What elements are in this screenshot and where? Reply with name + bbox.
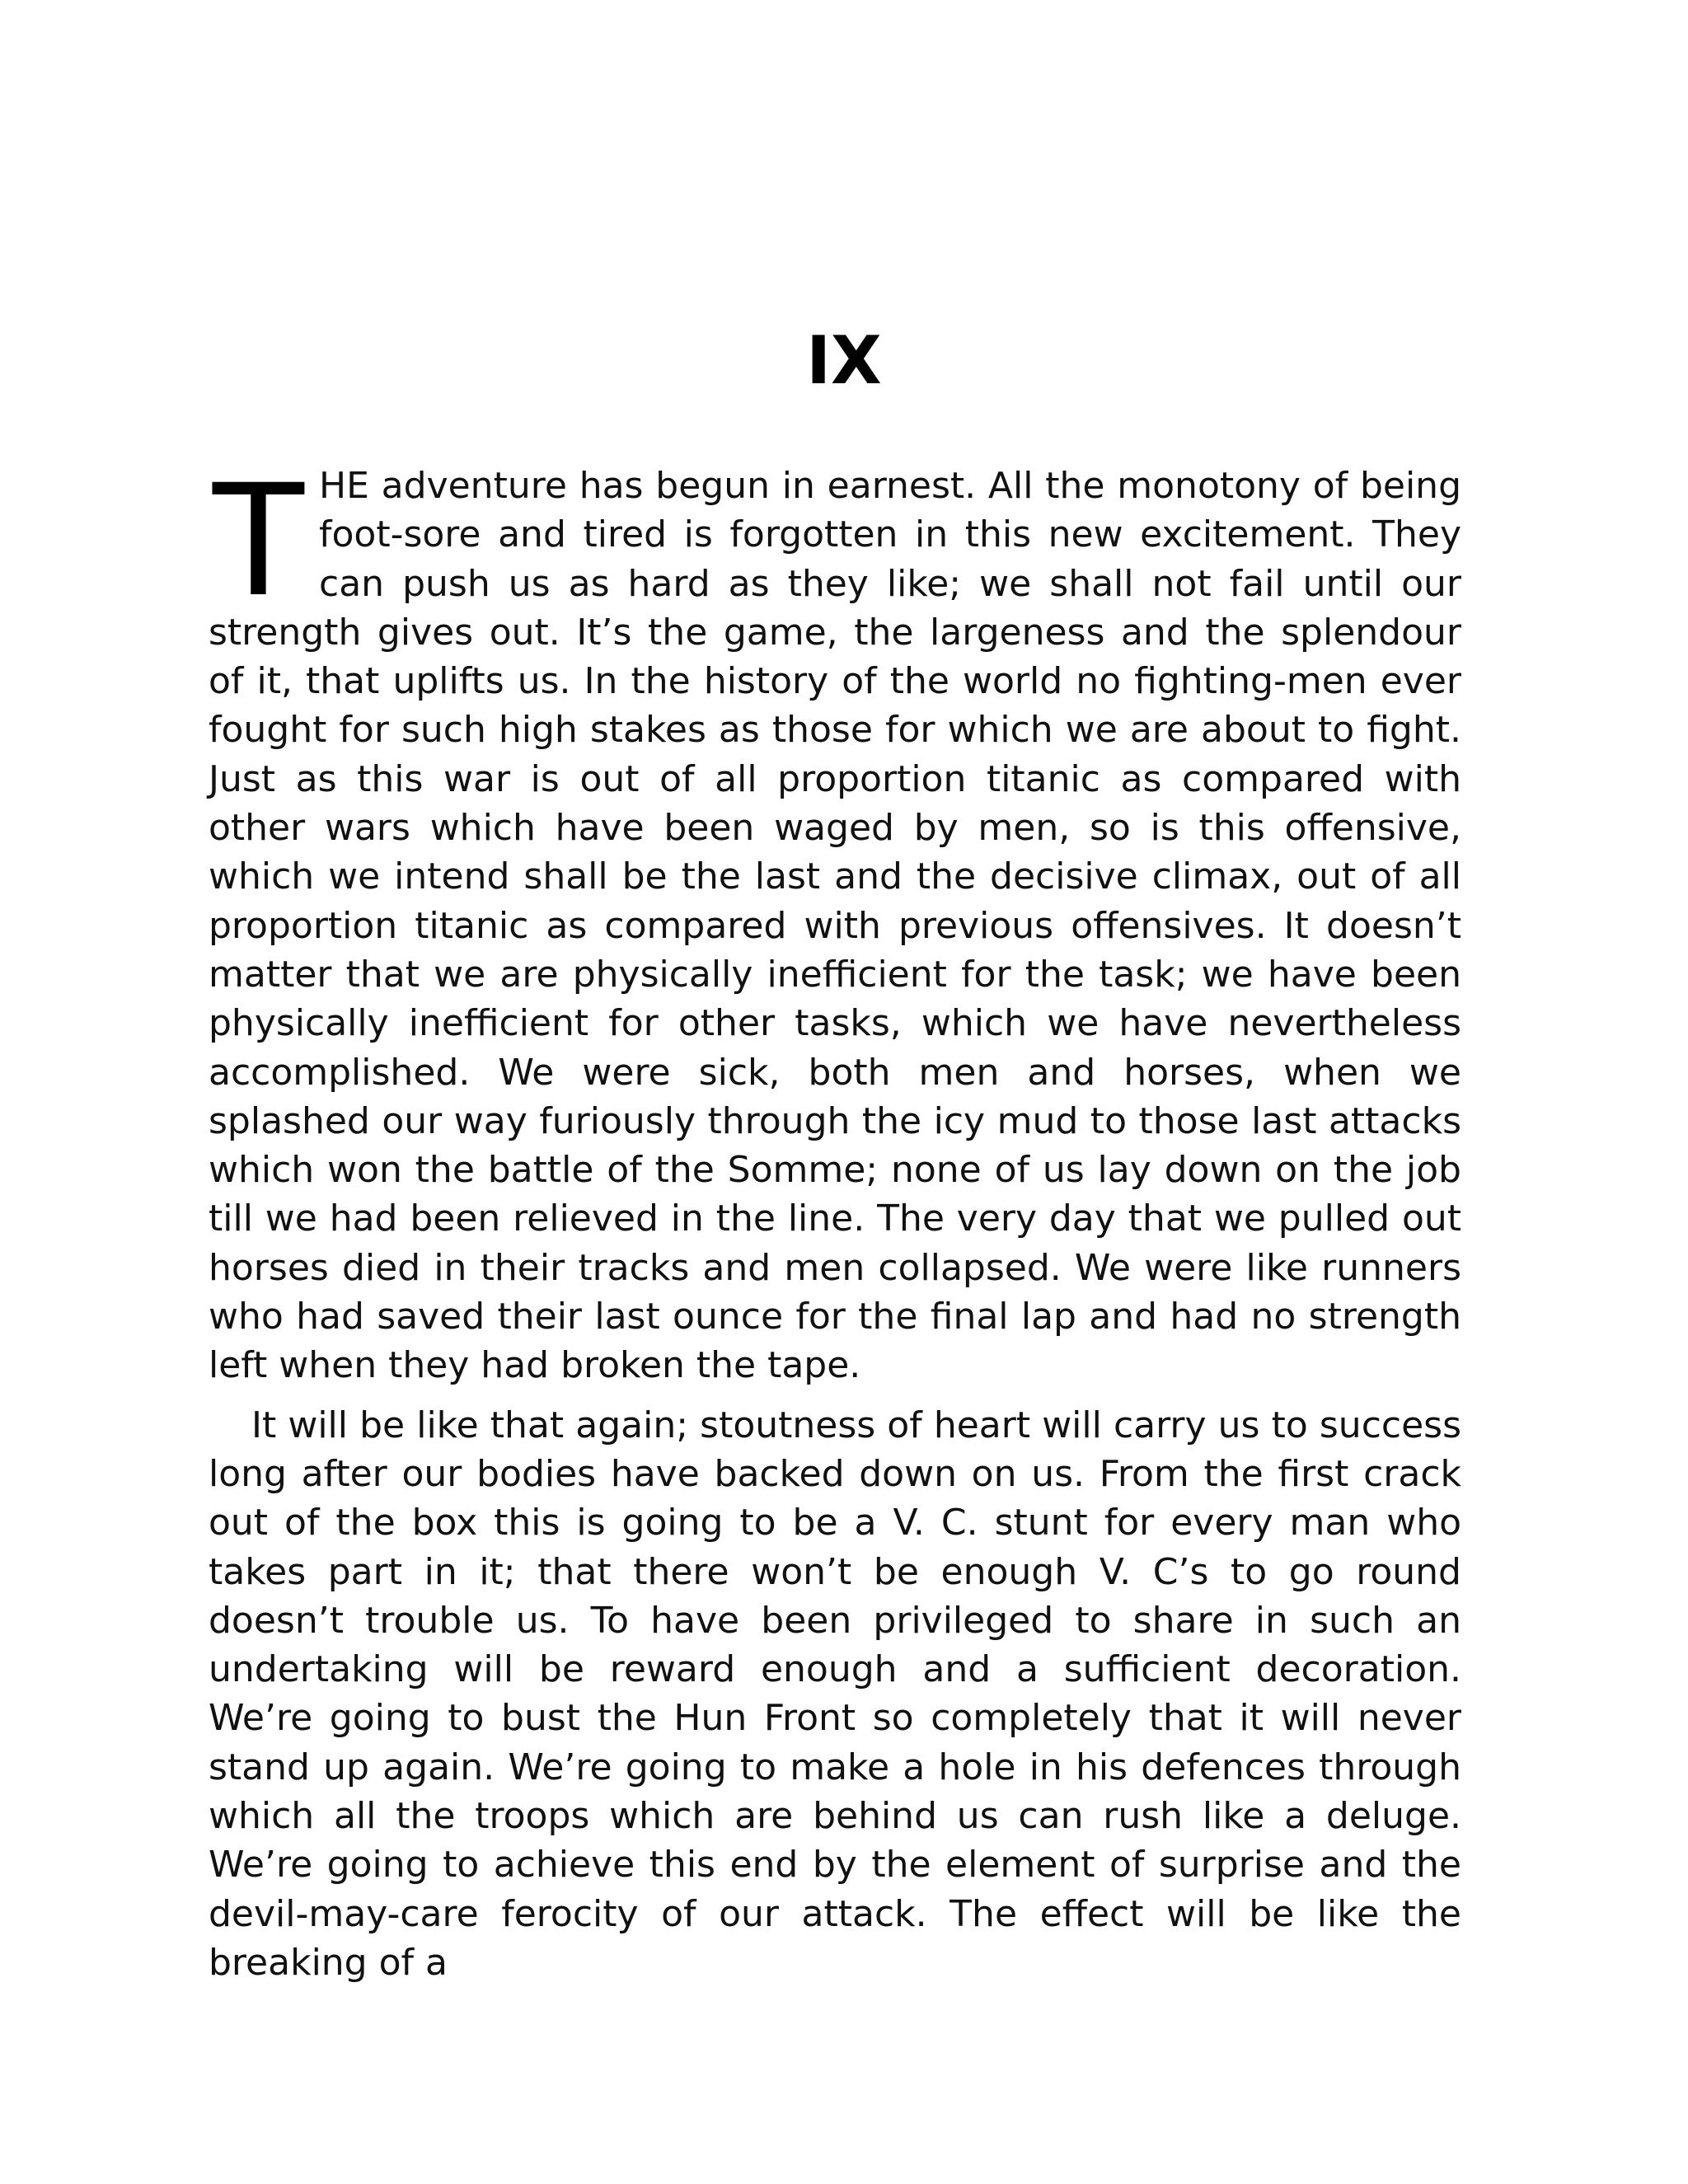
paragraph-1-text: HE adventure has begun in earnest. All the monotony of being foot-sore and tired is forgotten in this new excitement. They can push us as hard as they like; we shall not fail until our strength gives out. It’s the game, the largeness and the splendour of it, that uplifts us. In the history of the world no fighting-men ever fought for such high stakes as those for which we are about to fight. Just as this war is out of all proportion titanic as compared with other wars which have been waged by men, so is this offensive, which we intend shall be the last and the decisive climax, out of all proportion titanic as compared with previous offensives. It doesn’t matter that we are physically inefficient for the task; we have been physically inefficient for other tasks, which we have nevertheless accomplished. We were sick, both men and horses, when we splashed our way furiously through the icy mud to those last attacks which won the battle of the Somme; none of us lay down on the job till we had been relieved in the line. The very day that we pulled out horses died in their tracks and men collapsed. We were like runners who had saved their last ounce for the final lap and had no strength left when they had broken the tape.: [209, 465, 1461, 1387]
chapter-heading: IX: [806, 322, 882, 399]
drop-cap-letter: T: [209, 447, 308, 629]
chapter-body: [209, 447, 1461, 1987]
paragraph-2: It will be like that again; stoutness of heart will carry us to success long after our bodies have backed down on us. From the first crack out of the box this is going to be a V. C. stunt for every man who takes part in it; that there won’t be enough V. C’s to go round doesn’t trouble us. To have been privileged to share in such an undertaking will be reward enough and a sufficient decoration. We’re going to bust the Hun Front so completely that it will never stand up again. We’re going to make a hole in his defences through which all the troops which are behind us can rush like a deluge. We’re going to achieve this end by the element of surprise and the devil-may-care ferocity of our attack. The effect will be like the breaking of a: [209, 1404, 1461, 1984]
paragraph-1: [209, 447, 1461, 1390]
